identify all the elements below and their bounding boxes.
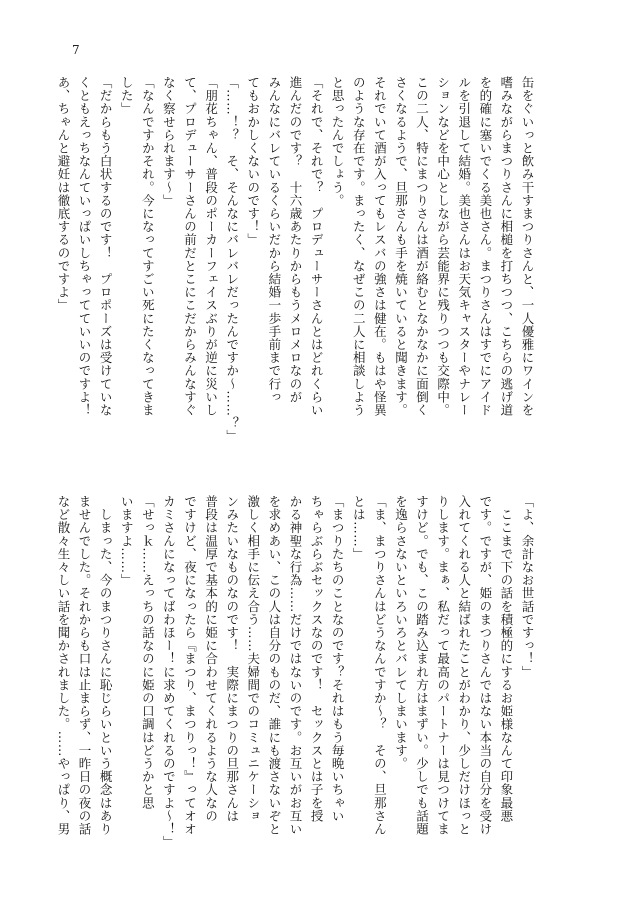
text-line: のような存在です。まったく、なぜこの二人に相談しよう (351, 76, 367, 417)
text-line: 嗜みながらまつりさんに相槌を打ちつつ、こちらの逃げ道 (498, 76, 514, 417)
text-line: ませんでした。それからも口は止まらず、一昨日の夜の話 (77, 495, 93, 836)
text-line: を逸らさないといろいろとバレてしまいます。 (393, 495, 409, 771)
text-line: ちゃらぶらぶセックスなのです！ セックスとは子を授 (309, 495, 325, 823)
text-line: て、プロデューサーさんの前だとこにこだからみんなすぐ (182, 76, 198, 417)
text-line: てもおかしくないのです！」 (245, 76, 261, 247)
text-line: 普段は温厚で基本的に姫に合わせてくれるような人なの (203, 495, 219, 823)
text-line: です。ですが、姫のまつりさんではない本当の自分を受け (477, 495, 493, 836)
text-line: それでいて酒が入ってもレスバの強さは健在。もはや怪異 (372, 76, 388, 417)
upper-text-block (55, 76, 538, 470)
text-line: 「だからもう白状するのです！ プロポーズは受けていな (98, 76, 114, 417)
text-line: ですけど、夜になったら『まつり、まつりっ！』ってオオ (182, 495, 198, 836)
text-line: 「それで、それで？ プロデューサーさんとはどれくらい (309, 76, 325, 417)
text-line: 缶をぐいっと飲み干すまつりさんと、一人優雅にワインを (520, 76, 535, 417)
lower-text-block (55, 495, 538, 860)
text-line: 「なんですかそれ。今になってすごい死にたくなってきま (140, 76, 156, 417)
text-line: ルを引退して結婚。美也さんはお天気キャスターやナレー (456, 76, 472, 417)
text-line: 「まつりたちのことなのです？それはもう毎晩いちゃい (330, 495, 346, 823)
text-line: りします。まぁ、私だって最高のパートナーは見つけてま (435, 495, 451, 836)
text-line: 激しく相手に伝え合う……夫婦間でのコミュニケーショ (245, 495, 261, 823)
page-number: 7 (72, 43, 80, 57)
text-line: 「よ、余計なお世話ですっ！」 (520, 495, 535, 679)
text-line: した」 (119, 76, 135, 116)
text-line: なく察せられます～」 (161, 76, 177, 207)
text-line: くともえっちなんていっぱいしちゃってていいのですよ！ (77, 76, 93, 417)
text-line: みんなにバレているくらいだから結婚一歩手前まで行っ (266, 76, 282, 404)
text-line: 「朋花ちゃん、普段のポーカーフェイスぶりが逆に災いし (203, 76, 219, 417)
text-line: 入れてくれる人と結ばれたことがわかり、少しだけほっと (456, 495, 472, 836)
text-line: すけど。でも、この踏み込まれ方はまずい。少しでも話題 (414, 495, 430, 836)
text-line: ンみたいなものなのです！ 実際にまつりの旦那さんは (224, 495, 240, 823)
text-line: 進んだのです？ 十六歳あたりからもうメロメロなのが (287, 76, 303, 404)
text-line: 「せっｋ……えっちの話なのに姫の口調はどうかと思 (140, 495, 156, 810)
text-line: さくなるようで、旦那さんも手を焼いていると聞きます。 (393, 76, 409, 417)
text-line: を的確に塞いでくる美也さん。まつりさんはすでにアイド (477, 76, 493, 417)
text-line: ここまで下の話を積極的にするお姫様なんて印象最悪 (498, 495, 514, 823)
text-line: しまった、今のまつりさんに恥じらいという概念はあり (98, 495, 114, 836)
text-line: いますよ……」 (119, 495, 135, 587)
text-line: ションなどを中心としながら芸能界に残りつつも交際中。 (435, 76, 451, 417)
text-line: この二人、特にまつりさんは酒が絡むとなかなかに面倒く (414, 76, 430, 417)
text-line: を求めあい、この人は自分のものだ、誰にも渡さないぞと (266, 495, 282, 836)
text-line: あ、ちゃんと避妊は徹底するのですよ」 (55, 76, 71, 312)
text-line: 「ま、まつりさんはどうなんですか～？ その、旦那さん (372, 495, 388, 836)
text-line: とは……」 (351, 495, 367, 561)
text-line: と思ったんでしょう。 (330, 76, 346, 207)
text-line: など散々生々しい話を聞かされました。……やっぱり、男 (55, 495, 71, 836)
text-line: かる神聖な行為……だけではないのです。お互いがお互い (287, 495, 303, 836)
text-line: カミさんになってばわほー！に求めてくれるのですよ～！」 (161, 495, 177, 849)
text-line: 「……！？ そ、そんなにバレバレだったんですか～……？」 (224, 76, 240, 443)
